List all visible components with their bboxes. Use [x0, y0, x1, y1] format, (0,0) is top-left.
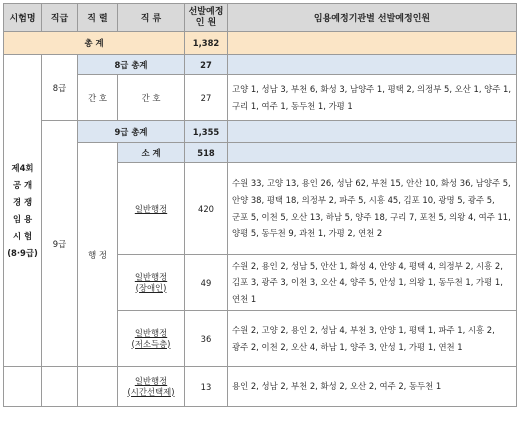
grade9-sub-row — [4, 143, 517, 163]
grade9-subtotal-value: 1,355 — [185, 121, 228, 143]
kind-part-time: 일반행정 (시간선택제) — [118, 367, 185, 407]
grade8-subtotal-row — [4, 55, 517, 75]
series-spacer — [78, 367, 118, 407]
header-series: 직 렬 — [78, 4, 118, 32]
value-disabled: 49 — [185, 255, 228, 311]
total-label: 총 계 — [4, 32, 185, 55]
exam-name: 제4회 공 개 경 쟁 임 용 시 험 (8·9급) — [4, 55, 42, 367]
recruitment-table — [3, 3, 517, 407]
total-value: 1,382 — [185, 32, 228, 55]
detail-part-time: 용인 2, 성남 2, 부천 2, 화성 2, 오산 2, 여주 2, 동두천 1 — [228, 367, 517, 407]
grade9-subtotal-label: 9급 총계 — [78, 121, 185, 143]
value-low-income: 36 — [185, 311, 228, 367]
header-exam: 시험명 — [4, 4, 42, 32]
grade9-sub-label: 소 계 — [118, 143, 185, 163]
grade8-series: 간 호 — [78, 75, 118, 121]
value-general: 420 — [185, 163, 228, 255]
total-blank — [228, 32, 517, 55]
grade9-subtotal-blank — [228, 121, 517, 143]
detail-low-income: 수원 2, 고양 2, 용인 2, 성남 4, 부천 3, 안양 1, 평택 1, 파주 1, 시흥 2, 광주 2, 이천 2, 오산 4, 하남 1, 양주 3, 안성 1, 가평 1, 연천 1 — [228, 311, 517, 367]
header-grade: 직급 — [42, 4, 78, 32]
header-planned: 선발예정 인 원 — [185, 4, 228, 32]
header-kind: 직 류 — [118, 4, 185, 32]
kind-general: 일반행정 — [118, 163, 185, 255]
table-row-last — [4, 367, 517, 407]
grade8-value: 27 — [185, 75, 228, 121]
grade9-subtotal-row — [4, 121, 517, 143]
kind-disabled: 일반행정 (장애인) — [118, 255, 185, 311]
grade9-series: 행 정 — [78, 143, 118, 367]
grade8-subtotal-label: 8급 총계 — [78, 55, 185, 75]
total-row — [4, 32, 517, 55]
detail-disabled: 수원 2, 용인 2, 성남 5, 안산 1, 화성 4, 안양 4, 평택 4, 의정부 2, 시흥 2, 김포 3, 광주 3, 이천 3, 오산 4, 양주 5, 안성 1, 의왕 1, 동두천 1, 가평 1, 연천 1 — [228, 255, 517, 311]
grade8-detail: 고양 1, 성남 3, 부천 6, 화성 3, 남양주 1, 평택 2, 의정부 5, 오산 1, 양주 1, 구리 1, 여주 1, 동두천 1, 가평 1 — [228, 75, 517, 121]
grade-spacer — [42, 367, 78, 407]
grade9-sub-value: 518 — [185, 143, 228, 163]
grade8-subtotal-value: 27 — [185, 55, 228, 75]
header-row — [4, 4, 517, 32]
grade9-grade: 9급 — [42, 121, 78, 367]
exam-spacer — [4, 367, 42, 407]
value-part-time: 13 — [185, 367, 228, 407]
header-by-agency: 임용예정기관별 선발예정인원 — [228, 4, 517, 32]
grade9-sub-blank — [228, 143, 517, 163]
grade8-kind: 간 호 — [118, 75, 185, 121]
kind-low-income: 일반행정 (저소득층) — [118, 311, 185, 367]
grade8-subtotal-blank — [228, 55, 517, 75]
grade8-grade: 8급 — [42, 55, 78, 121]
grade8-row — [4, 75, 517, 121]
detail-general: 수원 33, 고양 13, 용인 26, 성남 62, 부천 15, 안산 10, 화성 36, 남양주 5, 안양 38, 평택 18, 의정부 2, 파주 5, 시흥 45, 김포 10, 광명 5, 광주 5, 군포 5, 이천 5, 오산 13, 하남 5, 양주 18, 구리 7, 포천 5, 의왕 4, 여주 11, 양평 5, 동두천 9, 과천 1, 가평 2, 연천 2 — [228, 163, 517, 255]
